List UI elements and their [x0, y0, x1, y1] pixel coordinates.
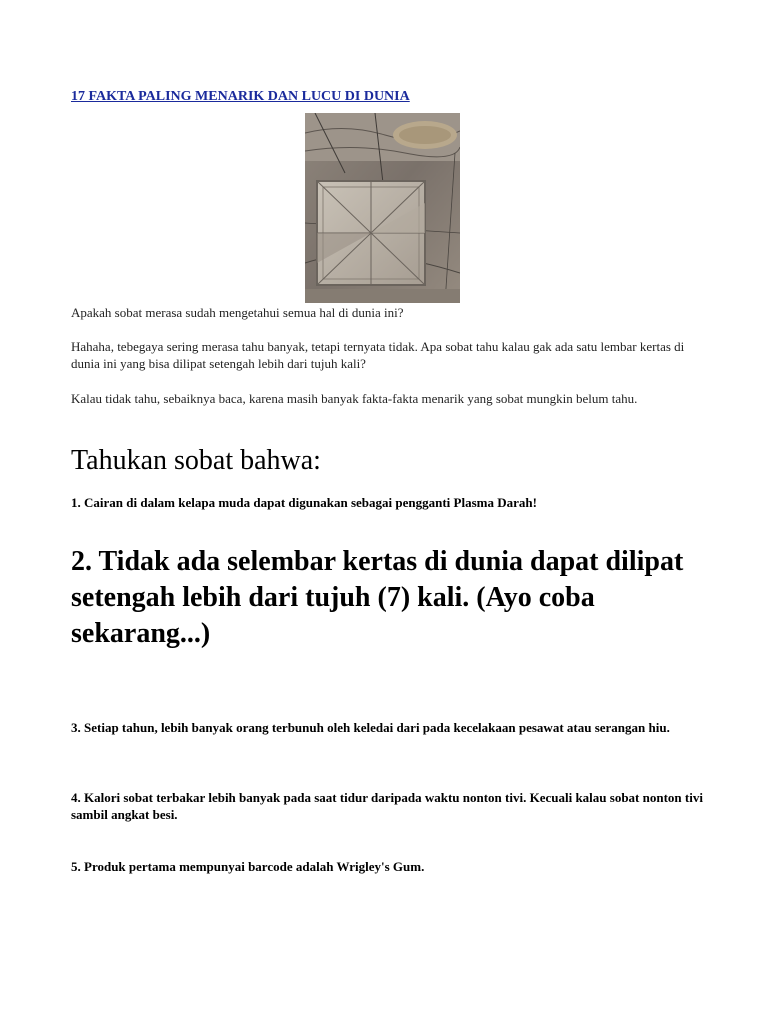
- fact-item-5: 5. Produk pertama mempunyai barcode adalah Wrigley's Gum.: [71, 859, 425, 874]
- intro-paragraph-1: Apakah sobat merasa sudah mengetahui semua hal di dunia ini?: [71, 305, 404, 320]
- fact-item-4: 4. Kalori sobat terbakar lebih banyak pada saat tidur daripada waktu nonton tivi. Kecuali kalau sobat nonton tivi sambil angkat besi.: [71, 790, 703, 822]
- fact-item-3: 3. Setiap tahun, lebih banyak orang terbunuh oleh keledai dari pada kecelakaan pesawat atau serangan hiu.: [71, 720, 670, 735]
- folded-paper-photo-icon: [305, 113, 460, 303]
- fact-item-1: 1. Cairan di dalam kelapa muda dapat digunakan sebagai pengganti Plasma Darah!: [71, 495, 537, 510]
- section-heading: Tahukan sobat bahwa:: [71, 445, 321, 476]
- intro-paragraph-2: Hahaha, tebegaya sering merasa tahu banyak, tetapi ternyata tidak. Apa sobat tahu kalau gak ada satu lembar kertas di dunia ini yang bisa dilipat setengah lebih dari tujuh kali?: [71, 339, 685, 371]
- fact-item-2: 2. Tidak ada selembar kertas di dunia dapat dilipat setengah lebih dari tujuh (7) kali. (Ayo coba sekarang...): [71, 546, 684, 649]
- intro-paragraph-3: Kalau tidak tahu, sebaiknya baca, karena masih banyak fakta-fakta menarik yang sobat mungkin belum tahu.: [71, 391, 638, 406]
- folded-paper-image: [305, 113, 460, 303]
- article-title-link[interactable]: 17 FAKTA PALING MENARIK DAN LUCU DI DUNIA: [71, 89, 410, 104]
